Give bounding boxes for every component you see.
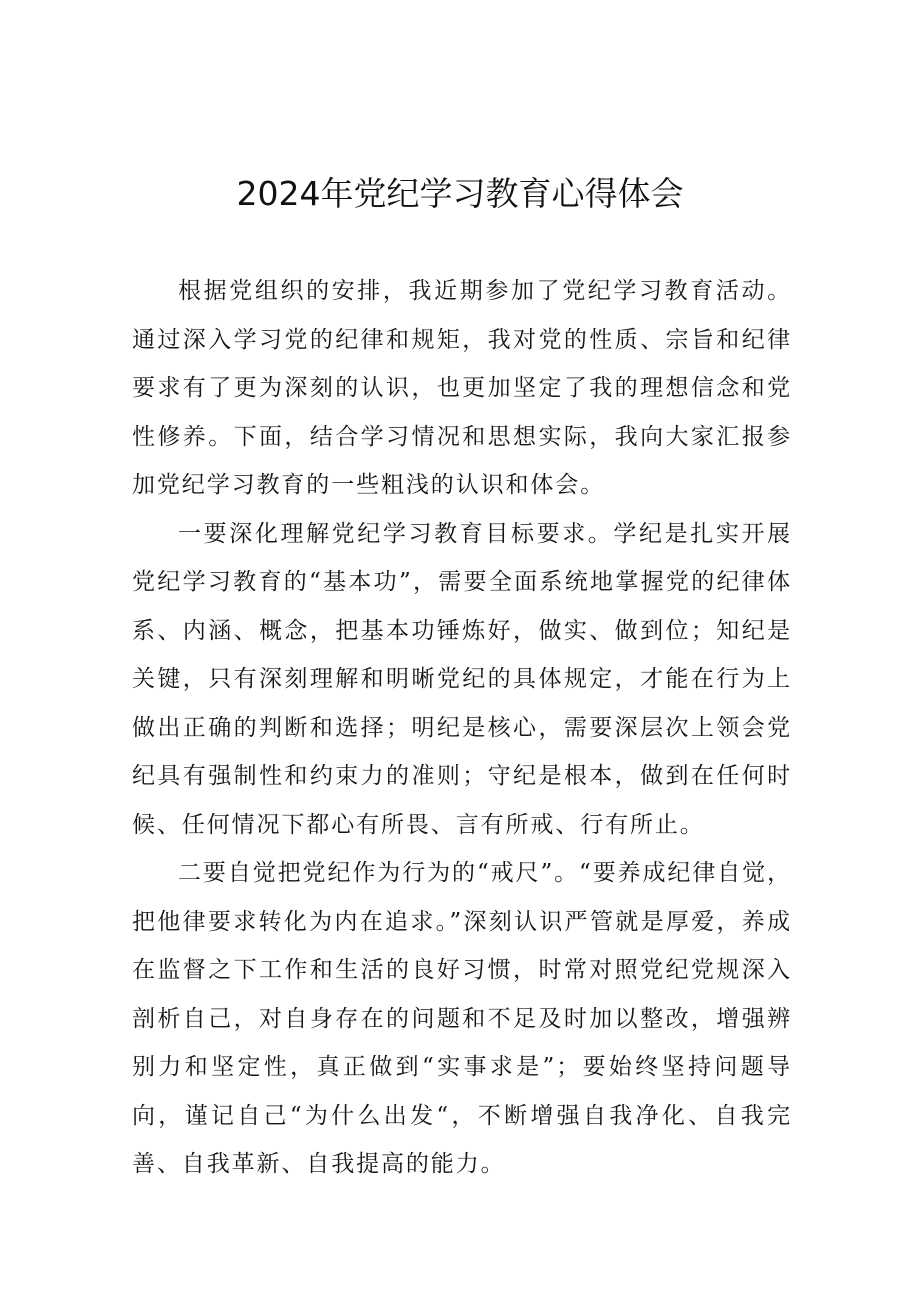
document-body — [132, 267, 792, 1189]
paragraph-point-one: 一要深化理解党纪学习教育目标要求。学纪是扎实开展党纪学习教育的“基本功”，需要全面系统地掌握党的纪律体系、内涵、概念，把基本功锤炼好，做实、做到位；知纪是关键，只有深刻理解和明晰党纪的具体规定，才能在行为上做出正确的判断和选择；明纪是核心，需要深层次上领会党纪具有强制性和约束力的准则；守纪是根本，做到在任何时候、任何情况下都心有所畏、言有所戒、行有所止。 — [132, 520, 792, 838]
document-title: 2024年党纪学习教育心得体会 — [236, 174, 684, 213]
paragraph-intro: 根据党组织的安排，我近期参加了党纪学习教育活动。通过深入学习党的纪律和规矩，我对党的性质、宗旨和纪律要求有了更为深刻的认识，也更加坚定了我的理想信念和党性修养。下面，结合学习情况和思想实际，我向大家汇报参加党纪学习教育的一些粗浅的认识和体会。 — [132, 278, 792, 498]
paragraph-point-two: 二要自觉把党纪作为行为的“戒尺”。“要养成纪律自觉，把他律要求转化为内在追求。”深刻认识严管就是厚爱，养成在监督之下工作和生活的良好习惯，时常对照党纪党规深入剖析自己，对自身存在的问题和不足及时加以整改，增强辨别力和坚定性，真正做到“实事求是”；要始终坚持问题导向，谨记自己“为什么出发“，不断增强自我净化、自我完善、自我革新、自我提高的能力。 — [132, 860, 792, 1177]
